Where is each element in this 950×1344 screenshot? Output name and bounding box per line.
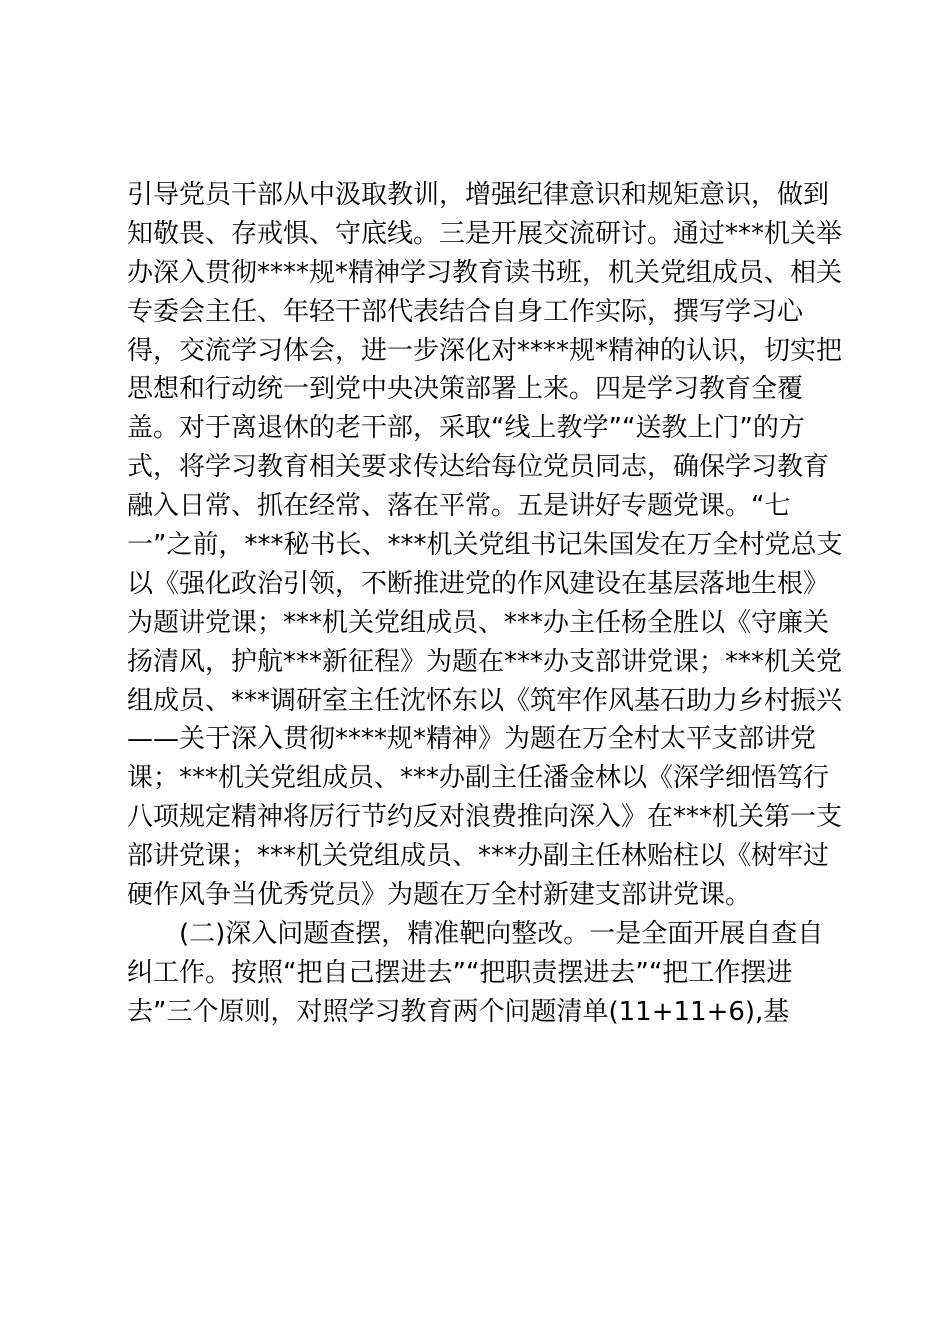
text-line: 硬作风争当优秀党员》为题在万全村新建支部讲党课。 (127, 880, 752, 911)
text-line: ——关于深入贯彻****规*精神》为题在万全村太平支部讲党 (127, 724, 817, 755)
body-text (127, 176, 843, 1032)
text-line: 专委会主任、年轻干部代表结合自身工作实际，撰写学习心 (127, 296, 804, 327)
text-line: 扬清风，护航***新征程》为题在***办支部讲党课；***机关党 (127, 646, 843, 677)
text-line: 为题讲党课；***机关党组成员、***办主任杨全胜以《守廉关 (127, 607, 830, 638)
text-line: 部讲党课；***机关党组成员、***办副主任林贻柱以《树牢过 (127, 841, 830, 872)
text-line: 办深入贯彻****规*精神学习教育读书班，机关党组成员、相关 (127, 257, 843, 288)
text-line: 组成员、***调研室主任沈怀东以《筑牢作风基石助力乡村振兴 (127, 685, 843, 716)
text-line: 盖。对于离退休的老干部，采取“线上教学”“送教上门”的方 (127, 413, 805, 444)
text-line: 课；***机关党组成员、***办副主任潘金林以《深学细悟笃行 (127, 763, 830, 794)
text-line: 式，将学习教育相关要求传达给每位党员同志，确保学习教育 (127, 452, 830, 483)
text-line: 一”之前，***秘书长、***机关党组书记朱国发在万全村党总支 (127, 530, 843, 561)
paragraph-heading-line: (二)深入问题查摆，精准靶向整改。一是全面开展自查自 (179, 918, 824, 949)
text-line: 引导党员干部从中汲取教训，增强纪律意识和规矩意识，做到 (127, 180, 830, 210)
text-line: 八项规定精神将厉行节约反对浪费推向深入》在***机关第一支 (127, 802, 843, 833)
text-line: 纠工作。按照“把自己摆进去”“把职责摆进去”“把工作摆进 (127, 957, 793, 988)
text-line: 思想和行动统一到党中央决策部署上来。四是学习教育全覆 (127, 374, 804, 405)
text-line: 去”三个原则，对照学习教育两个问题清单(11+11+6),基 (127, 996, 790, 1027)
text-line: 以《强化政治引领，不断推进党的作风建设在基层落地生根》 (127, 568, 830, 599)
text-line: 知敬畏、存戒惧、守底线。三是开展交流研讨。通过***机关举 (127, 218, 843, 249)
text-line: 融入日常、抓在经常、落在平常。五是讲好专题党课。“七 (127, 491, 791, 522)
text-line: 得，交流学习体会，进一步深化对****规*精神的认识，切实把 (127, 335, 843, 366)
